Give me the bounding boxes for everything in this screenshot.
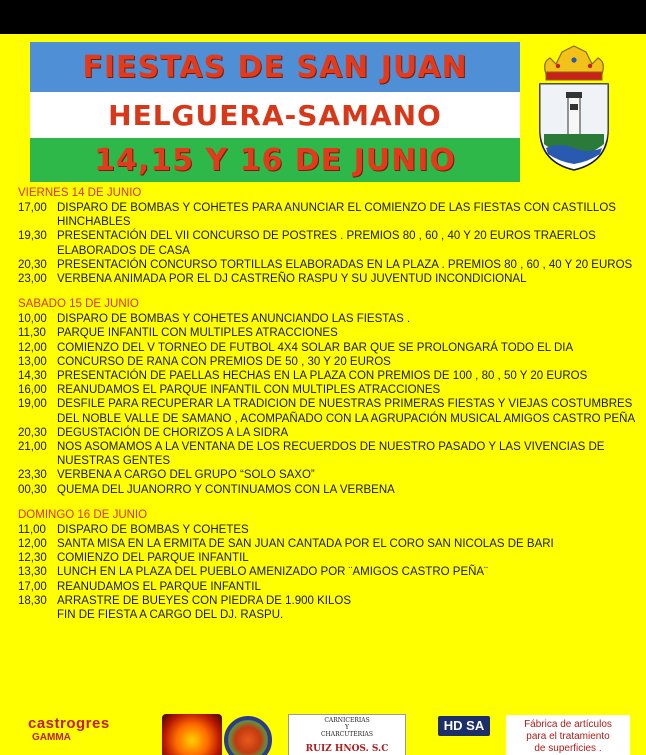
event-text: DISPARO DE BOMBAS Y COHETES PARA ANUNCIAR EL COMIENZO DE LAS FIESTAS CON CASTILLOS HINCHABLES <box>57 202 616 229</box>
event-row <box>18 383 640 397</box>
banner-band-white <box>30 92 520 138</box>
event-row <box>18 369 640 383</box>
event-row <box>18 440 640 468</box>
event-time: 19,30 <box>18 230 47 243</box>
event-row <box>18 426 640 440</box>
event-time: 23,00 <box>18 273 47 286</box>
event-time: 14,30 <box>18 370 47 383</box>
event-time: 18,30 <box>18 594 47 607</box>
day-heading-sunday: DOMINGO 16 DE JUNIO <box>18 508 148 521</box>
event-row <box>18 355 640 369</box>
event-text: PRESENTACIÓN DEL VII CONCURSO DE POSTRES . PREMIOS 80 , 60 , 40 Y 20 EUROS TRAERLOS ELABORADOS DE CASA <box>57 230 596 257</box>
event-text: DEGUSTACIÓN DE CHORIZOS A LA SIDRA <box>57 426 289 439</box>
sponsor-fab-line3: de superficies . <box>534 743 602 754</box>
sponsor-carnicerias <box>288 714 406 755</box>
day-heading-friday: VIERNES 14 DE JUNIO <box>18 187 142 199</box>
event-time: 17,00 <box>18 202 47 214</box>
event-row <box>18 341 640 355</box>
event-text: SANTA MISA EN LA ERMITA DE SAN JUAN CANTADA POR EL CORO SAN NICOLAS DE BARI <box>57 538 554 551</box>
event-row <box>18 229 640 257</box>
event-time: 23,30 <box>18 469 47 482</box>
event-text: COMIENZO DEL PARQUE INFANTIL <box>57 552 249 565</box>
festival-dates: 14,15 Y 16 DE JUNIO <box>94 142 456 178</box>
event-text: COMIENZO DEL V TORNEO DE FUTBOL 4X4 SOLAR BAR QUE SE PROLONGARÁ TODO EL DIA <box>57 341 574 354</box>
event-time: 17,00 <box>18 580 47 593</box>
village-name: HELGUERA-SAMANO <box>108 98 442 132</box>
sponsor-castrogres <box>28 715 138 751</box>
event-time: 12,00 <box>18 538 47 551</box>
event-text: DISPARO DE BOMBAS Y COHETES ANUNCIANDO LAS FIESTAS . <box>57 313 411 326</box>
event-time: 20,30 <box>18 426 47 439</box>
banner-band-blue <box>30 42 520 92</box>
sponsor-hd-logo: HD SA <box>438 716 490 736</box>
event-row <box>18 580 640 594</box>
event-text: QUEMA DEL JUANORRO Y CONTINUAMOS CON LA VERBENA <box>57 483 395 496</box>
event-text: REANUDAMOS EL PARQUE INFANTIL CON MULTIPLES ATRACCIONES <box>57 384 441 397</box>
event-text: PRESENTACIÓN DE PAELLAS HECHAS EN LA PLAZA CON PREMIOS DE 100 , 80 , 50 Y 20 EUROS <box>57 370 588 383</box>
festival-title: FIESTAS DE SAN JUAN <box>82 49 468 85</box>
event-time: 13,30 <box>18 566 47 579</box>
sponsor-carn-line1: CARNICERIAS <box>324 717 370 724</box>
event-time: 20,30 <box>18 258 47 271</box>
event-row <box>18 523 640 537</box>
event-time: 11,30 <box>18 327 46 340</box>
event-row <box>18 272 640 286</box>
event-row <box>18 594 640 608</box>
event-text: PARQUE INFANTIL CON MULTIPLES ATRACCIONES <box>57 327 338 340</box>
event-text: CONCURSO DE RANA CON PREMIOS DE 50 , 30 Y 20 EUROS <box>57 355 391 368</box>
day-heading-saturday: SABADO 15 DE JUNIO <box>18 298 139 311</box>
sponsor-fab-line2: para el tratamiento <box>526 731 610 742</box>
event-time: 12,00 <box>18 341 47 354</box>
event-row <box>18 312 640 326</box>
event-text: DISPARO DE BOMBAS Y COHETES <box>57 523 249 536</box>
event-text: VERBENA A CARGO DEL GRUPO “SOLO SAXO” <box>57 469 315 482</box>
sponsor-fab-line1: Fábrica de artículos <box>524 719 612 730</box>
banner-band-green <box>30 138 520 182</box>
event-row <box>18 608 640 622</box>
event-time: 13,00 <box>18 355 47 368</box>
coat-of-arms-icon <box>528 44 620 172</box>
sponsor-strip <box>0 710 646 755</box>
program-schedule <box>18 187 640 622</box>
sponsor-carn-name: RUIZ HNOS. S.C <box>305 744 389 754</box>
event-row <box>18 537 640 551</box>
event-time: 12,30 <box>18 552 47 565</box>
event-text: ARRASTRE DE BUEYES CON PIEDRA DE 1.900 KILOS <box>57 594 351 607</box>
event-time: 21,00 <box>18 441 47 454</box>
sponsor-carn-line3: CHARCUTERIAS <box>320 731 374 738</box>
sponsor-circle-logo <box>224 716 272 755</box>
event-text: PRESENTACIÓN CONCURSO TORTILLAS ELABORADAS EN LA PLAZA . PREMIOS 80 , 60 , 40 Y 20 EUROS <box>57 258 633 271</box>
event-time <box>18 608 57 622</box>
event-text: FIN DE FIESTA A CARGO DEL DJ. RASPU. <box>57 609 284 622</box>
event-row <box>18 326 640 340</box>
event-row <box>18 483 640 497</box>
event-time: 19,00 <box>18 398 47 411</box>
title-banner <box>30 42 520 182</box>
event-text: VERBENA ANIMADA POR EL DJ CASTREÑO RASPU Y SU JUVENTUD INCONDICIONAL <box>57 273 527 286</box>
event-text: LUNCH EN LA PLAZA DEL PUEBLO AMENIZADO POR ¨AMIGOS CASTRO PEÑA¨ <box>57 566 488 579</box>
event-text: NOS ASOMAMOS A LA VENTANA DE LOS RECUERDOS DE NUESTRO PASADO Y LAS VIVENCIAS DE NUESTRAS GENTES <box>57 441 605 468</box>
event-text: DESFILE PARA RECUPERAR LA TRADICION DE NUESTRAS PRIMERAS FIESTAS Y VIEJAS COSTUMBRES DEL NOBLE VALLE DE SAMANO , ACOMPAÑADO CON LA AGRUPACIÓN MUSICAL AMIGOS CASTRO PEÑA <box>57 398 636 425</box>
sponsor-fire-image <box>162 714 222 755</box>
event-time: 00,30 <box>18 483 47 496</box>
event-row <box>18 397 640 425</box>
event-time: 11,00 <box>18 523 46 536</box>
event-row <box>18 565 640 579</box>
top-black-bar <box>0 0 646 34</box>
sponsor-carn-line2: Y <box>345 724 349 731</box>
event-time: 10,00 <box>18 313 47 326</box>
sponsor-fabrica <box>506 715 630 755</box>
sponsor-castrogres-name: castrogres <box>28 715 110 732</box>
event-row <box>18 551 640 565</box>
event-time: 16,00 <box>18 384 47 397</box>
event-row <box>18 468 640 482</box>
event-text: REANUDAMOS EL PARQUE INFANTIL <box>57 580 261 593</box>
event-row <box>18 258 640 272</box>
event-row <box>18 201 640 229</box>
sponsor-castrogres-sub: GAMMA <box>32 732 71 743</box>
